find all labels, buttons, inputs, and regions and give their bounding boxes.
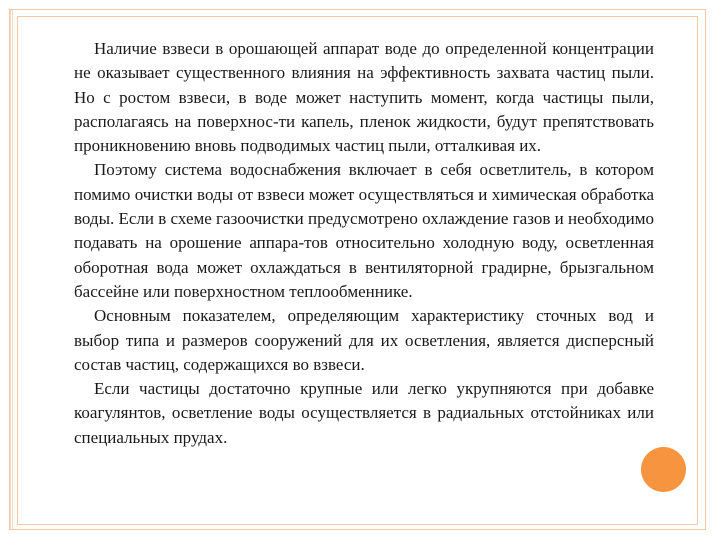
slide-body-text [74, 37, 654, 450]
paragraph-3: Основным показателем, определяющим характеристику сточных вод и выбор типа и размеров сооружений для их осветления, является дисперсный состав частиц, содержащихся во взвеси. [74, 306, 654, 374]
orange-circle-decoration [641, 447, 686, 492]
paragraph-4: Если частицы достаточно крупные или легко укрупняются при добавке коагулянтов, осветление воды осуществляется в радиальных отстойниках или специальных прудах. [74, 379, 654, 447]
slide-side-decoration [10, 10, 13, 529]
paragraph-1: Наличие взвеси в орошающей аппарат воде до определенной концентрации не оказывает существенного влияния на эффективность захвата частиц пыли. Но с ростом взвеси, в воде может наступить момент, когда частицы пыли, располагаясь на поверхнос-ти капель, пленок жидкости, будут препятствовать проникновению вновь подводимых частиц пыли, отталкивая их. [74, 39, 654, 156]
paragraph-2: Поэтому система водоснабжения включает в себя осветлитель, в котором помимо очистки воды от взвеси может осуществляться и химическая обработка воды. Если в схеме газоочистки предусмотрено охлаждение газов и необходимо подавать на орошение аппара-тов относительно холодную воду, осветленная оборотная вода может охлаждаться в вентиляторной градирне, брызгальном бассейне или поверхностном теплообменнике. [74, 160, 654, 301]
